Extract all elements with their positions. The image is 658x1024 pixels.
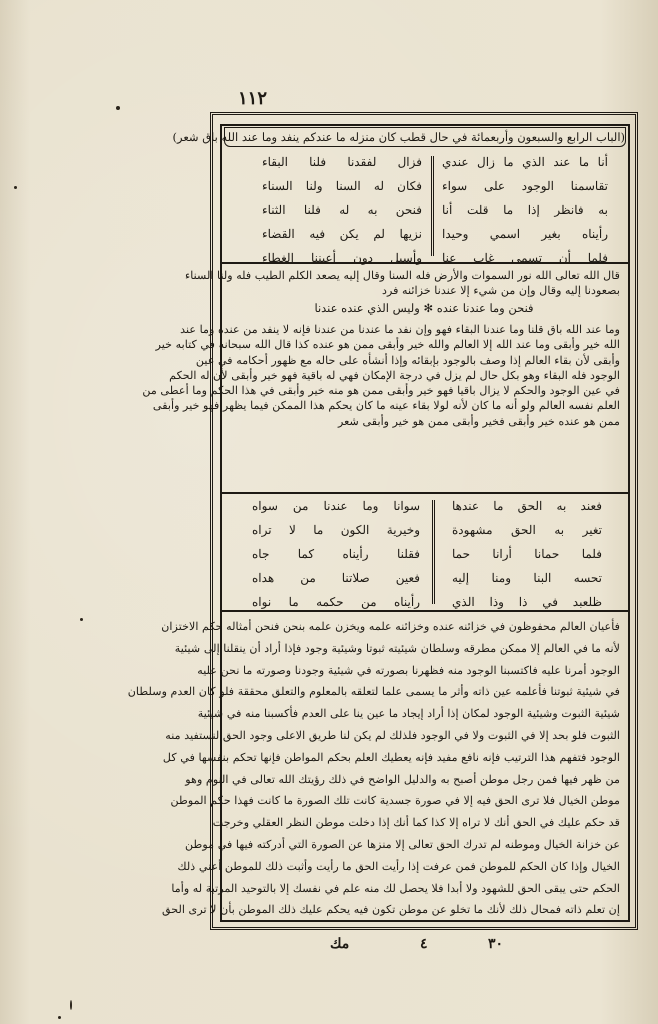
text-line: الله خير وأبقى وما عند الله إلا العالم والله خير وأبقى ممن هو عنده كذا قال الله سبحانه في كتابه خير bbox=[155, 338, 620, 352]
text-line: قد حكم عليك في الحق أنك لا تراه إلا كذا كما أنك إذا دخلت موطن النظر العقلي وخرجت bbox=[212, 816, 620, 830]
prose-paragraph-2 bbox=[142, 322, 620, 429]
text-line: وما عند الله باق قلنا وما عندنا البقاء فهو وإن نفد ما عندنا من عندنا فإنه لا ينفد من عنده وما عند bbox=[180, 323, 620, 336]
text-line: قال الله تعالى الله نور السموات والأرض فله السنا وقال إليه يصعد الكلم الطيب فله ولنا السناء bbox=[184, 269, 620, 282]
verse-line: ظلعبد في ذا وذا الذي bbox=[452, 595, 602, 609]
text-line: عن خزانة الخيال وموطنه لم تدرك الحق تعالى إلا منزها عن الصورة التي أدركته فيها في موطن bbox=[184, 837, 620, 851]
paper-speck bbox=[14, 186, 17, 189]
text-line: بصعودنا إليه وقال وإن من شيء إلا عندنا خزائنه فرد bbox=[382, 284, 620, 298]
text-line: الثبوت فلو بحد إلا في الثبوت ولا في الوجود فلذلك لم يكن لنا طريق الاعلى وجود الحق لنستفيد منه bbox=[165, 728, 620, 742]
paper-speck bbox=[58, 1016, 61, 1019]
divider-rule bbox=[222, 610, 628, 612]
text-line: لأنه ما في العالم إلا ممكن مطرقه وسلطان شيئيته ثبوتا وشيئية وجود فإذا أراد أن ينقلنا إلى شيئية bbox=[174, 641, 620, 655]
verse-line: وخيرية الكون ما لا تراه bbox=[252, 523, 420, 537]
footer-mark-left: مك bbox=[330, 936, 350, 952]
poem-2 bbox=[222, 494, 628, 609]
text-line: من ظهر فيها فمن رجل موطن أصبح به والدليل الواضح في ذلك رؤيتك الله تعالى في النوم وهو bbox=[185, 772, 620, 786]
text-line: موطن الخيال فلا ترى الحق فيه إلا في صورة جسدية كانت تلك الصورة ما كانت فهذا حكم الموطن bbox=[170, 794, 620, 808]
paper-speck bbox=[116, 106, 120, 110]
footer-mark-center: ٤ bbox=[420, 936, 428, 952]
verse-line: رأيناه من حكمه ما نواه bbox=[252, 595, 420, 609]
verse-line: فعند به الحق ما عندها bbox=[452, 499, 602, 513]
verse-line: فقلنا رأيناه كما جاه bbox=[252, 547, 420, 561]
chapter-title: (الباب الرابع والسبعون وأربعمائة في حال قطب كان منزله ما عندكم ينفد وما عند الله باق شعر) bbox=[224, 127, 626, 147]
paper-speck bbox=[80, 618, 83, 621]
text-line: في عين الوجود والحكم لا يزال باقيا فهو خير وأبقى ممن هو منه خير وأبقى في هذا الحكم وما أعطى من bbox=[142, 384, 620, 398]
text-line: الوجود فله البقاء وهو بكل حال لم يزل في درجة الإمكان فهي له باقية فهو خير وأبقى لأن له الحكم bbox=[169, 368, 620, 382]
text-line: الوجود فتفهم هذا الترتيب فإنه نافع مفيد فإنه يعطيك العلم بحكم المواطن فإنها تحكم بنفسها في كل bbox=[162, 750, 620, 764]
verse-line: تغير به الحق مشهودة bbox=[452, 523, 602, 537]
text-line: شيئية الثبوت وشيئية الوجود لمكان إذا أراد إيجاد ما عين ينا على العدم فأكسبنا منه في شيئية bbox=[197, 707, 620, 721]
verse-line: به فانظر إذا ما قلت أنا bbox=[442, 203, 608, 217]
text-line: ممن هو عنده خير وأبقى فخير وأبقى ممن هو خير وأبقى شعر bbox=[337, 414, 620, 428]
verse-line: أنا ما عند الذي ما زال عندي bbox=[442, 155, 608, 169]
verse-line: تقاسمنا الوجود على سواء bbox=[442, 179, 608, 193]
quoted-verse: فنحن وما عندنا عنده ✻ وليس الذي عنده عندنا bbox=[314, 301, 534, 315]
poem-1-divider bbox=[431, 156, 434, 256]
poem-2-divider bbox=[432, 500, 435, 604]
footer-mark-right: ٣٠ bbox=[488, 936, 504, 952]
prose-paragraph-3 bbox=[127, 616, 620, 921]
verse-line: فنحن به له فلنا الثناء bbox=[262, 203, 422, 217]
poem-1-left-column bbox=[262, 150, 422, 270]
verse-line: فزال لفقدنا فلنا البقاء bbox=[262, 155, 422, 169]
prose-paragraph-1 bbox=[184, 268, 620, 299]
poem-2-right-column bbox=[452, 494, 602, 614]
text-line: وأبقى لأن بقاء العالم إذا وصف بالوجود بإبقائه وإذا أنشأه على حاله مع ظهور أحكامه في عين bbox=[195, 353, 620, 367]
text-line: في شيئية ثبوتنا فأعلمه عين ذاته وأثر ما يسمى علما لتعلقه بالمعلوم والتعلق محققة فلو كان العدم وسلطان bbox=[127, 685, 620, 699]
verse-line: فلما حمانا أرانا حما bbox=[452, 547, 602, 561]
verse-line: رأيناه بغير اسمي وحيدا bbox=[442, 227, 608, 241]
verse-line: فلما أن تسمى غاب عنا bbox=[442, 251, 608, 265]
verse-line: نزيها لم يكن فيه القضاء bbox=[262, 227, 422, 241]
poem-1-right-column bbox=[442, 150, 608, 270]
text-line: الخيال وإذا كان الحكم للموطن فمن عرفت إذا رأيت الحق ما رأيت وأثبت ذلك للموطن أعني ذلك bbox=[177, 859, 620, 873]
verse-line: سوانا وما عندنا من سواه bbox=[252, 499, 420, 513]
verse-line: تحسه البنا ومنا إليه bbox=[452, 571, 602, 585]
poem-2-left-column bbox=[252, 494, 420, 614]
poem-1 bbox=[222, 150, 628, 265]
text-line: إن تعلم ذاته فمحال ذلك لأنك ما تخلو عن موطن تكون فيه يحكم عليك ذلك الموطن بأن لا ترى الحق bbox=[161, 903, 620, 917]
text-line: فأعيان العالم محفوظون في خزائنه عنده وخزائنه علمه ويخزن علمه بنحن فنحن أمثاله حكم الاختزان bbox=[161, 620, 620, 633]
text-line: الحكم حتى يبقى الحق للشهود ولا أبدا فلا يحصل لك منه علم في نفسك إلا بالتوحيد المرتبة له وأما bbox=[171, 881, 620, 895]
verse-line: فكان له السنا ولنا السناء bbox=[262, 179, 422, 193]
verse-line: وأسبل دون أعيننا الغطاء bbox=[262, 251, 422, 265]
text-line: الوجود أمرنا عليه فاكتسبنا الوجود منه فظهرنا بصورته في شيئية وجودنا وصورته ما نحن عليه bbox=[197, 663, 620, 677]
paper-speck bbox=[70, 1000, 72, 1010]
page-number: ١١٢ bbox=[238, 88, 268, 109]
verse-line: فعين صلاتنا من هداه bbox=[252, 571, 420, 585]
text-line: العلم نفسه العالم ولو أنه ما كان لأنه لولا بقاء عينه ما كان يحكم هذا الممكن فيما يظهر فهو خير وأبقى bbox=[152, 399, 620, 413]
divider-rule bbox=[222, 262, 628, 264]
